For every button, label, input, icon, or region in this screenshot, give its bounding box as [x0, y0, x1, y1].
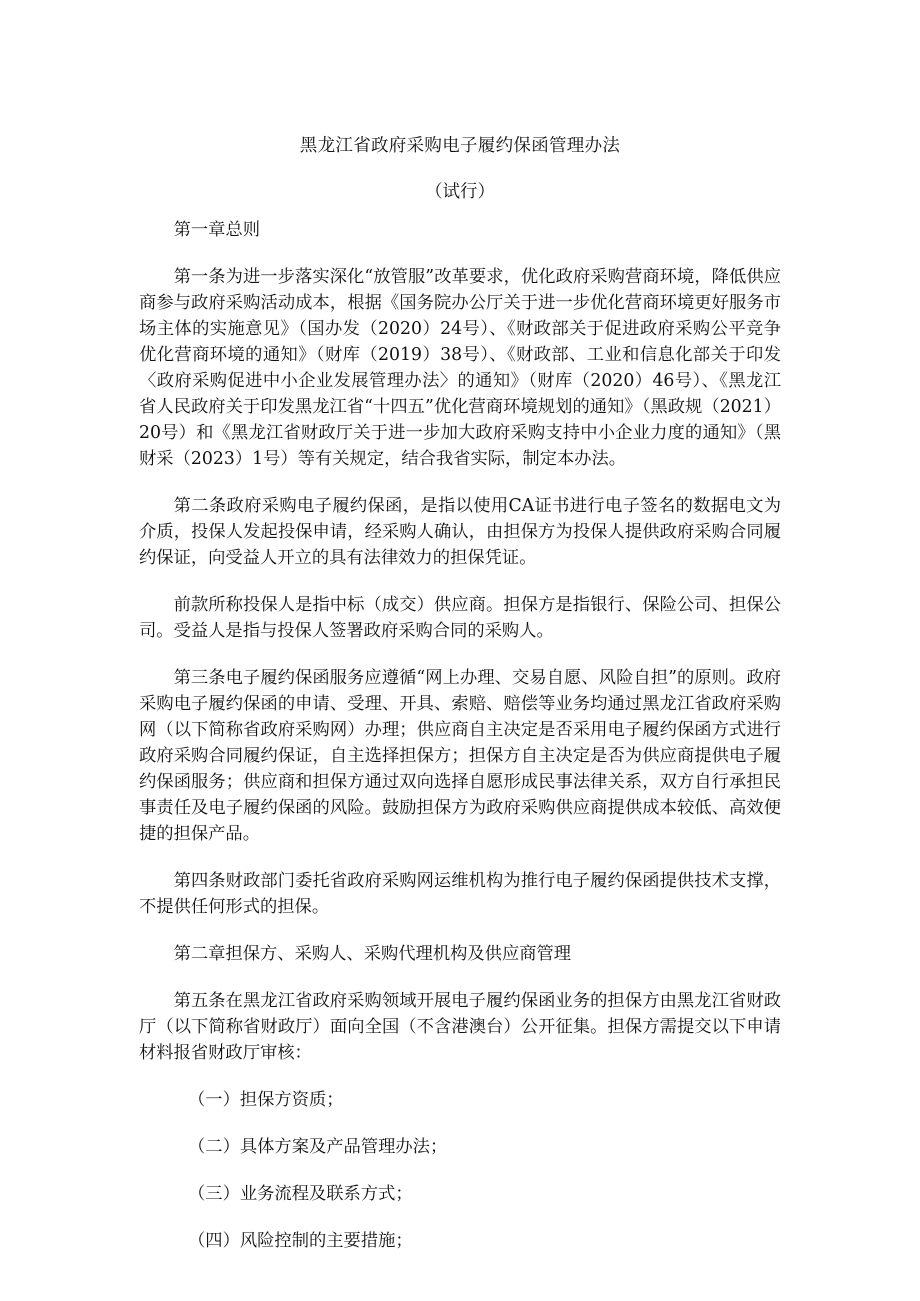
- document-title: 黑龙江省政府采购电子履约保函管理办法: [299, 136, 621, 156]
- article-3: 第三条电子履约保函服务应遵循“网上办理、交易自愿、风险自担”的原则。政府采购电子履约保函的申请、受理、开具、索赔、赔偿等业务均通过黑龙江省政府采购网（以下简称省政府采购网）办理；供应商自主决定是否采用电子履约保函方式进行政府采购合同履约保证，自主选择担保方；担保方自主决定是否为供应商提供电子履约保函服务；供应商和担保方通过双向选择自愿形成民事法律关系，双方自行承担民事责任及电子履约保函的风险。鼓励担保方为政府采购供应商提供成本较低、高效便捷的担保产品。: [139, 668, 781, 844]
- list-item: （二）具体方案及产品管理办法；: [188, 1137, 448, 1157]
- list-item: （四）风险控制的主要措施；: [188, 1231, 413, 1251]
- chapter-heading-2: 第二章担保方、采购人、采购代理机构及供应商管理: [173, 944, 572, 964]
- article-2: 第二条政府采购电子履约保函，是指以使用CA证书进行电子签名的数据电文为介质，投保人发起投保申请，经采购人确认，由担保方为投保人提供政府采购合同履约保证，向受益人开立的具有法律效力的担保凭证。: [139, 496, 781, 568]
- list-item: （一）担保方资质；: [188, 1090, 344, 1110]
- chapter-heading-1: 第一章总则: [173, 220, 261, 240]
- article-5: 第五条在黑龙江省政府采购领域开展电子履约保函业务的担保方由黑龙江省财政厅（以下简称省财政厅）面向全国（不含港澳台）公开征集。担保方需提交以下申请材料报省财政厅审核：: [139, 991, 781, 1063]
- article-4: 第四条财政部门委托省政府采购网运维机构为推行电子履约保函提供技术支撑，不提供任何形式的担保。: [139, 871, 781, 917]
- article-1: 第一条为进一步落实深化“放管服”改革要求，优化政府采购营商环境，降低供应商参与政府采购活动成本，根据《国务院办公厅关于进一步优化营商环境更好服务市场主体的实施意见》（国办发（2020）24号）、《财政部关于促进政府采购公平竞争优化营商环境的通知》（财库（2019）38号）、《财政部、工业和信息化部关于印发〈政府采购促进中小企业发展管理办法〉的通知》（财库（2020）46号）、《黑龙江省人民政府关于印发黑龙江省“十四五”优化营商环境规划的通知》（黑政规（2021）20号）和《黑龙江省财政厅关于进一步加大政府采购支持中小企业力度的通知》（黑财采（2023）1号）等有关规定，结合我省实际，制定本办法。: [139, 267, 781, 469]
- document-body: [139, 217, 781, 1275]
- article-2-continuation: 前款所称投保人是指中标（成交）供应商。担保方是指银行、保险公司、担保公司。受益人是指与投保人签署政府采购合同的采购人。: [139, 595, 781, 641]
- list-item: （三）业务流程及联系方式；: [188, 1184, 413, 1204]
- document-subtitle: （试行）: [425, 182, 495, 202]
